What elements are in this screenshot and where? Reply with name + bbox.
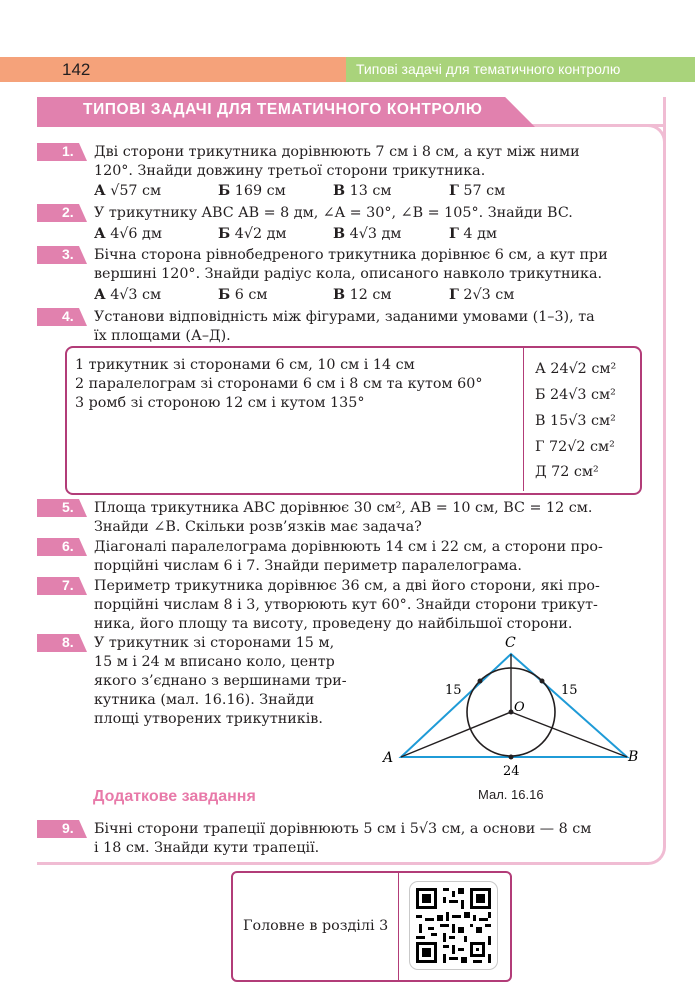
- side-label: 24: [503, 764, 520, 779]
- matching-answer: А 24√2 см²: [535, 361, 617, 377]
- problem-number: 8.: [62, 634, 74, 650]
- problem-text: Бічні сторони трапеції дорівнюють 5 см і 5√3 см, а основи — 8 см: [94, 821, 592, 837]
- problem-text: У трикутнику ABC AB = 8 дм, ∠A = 30°, ∠B = 105°. Знайди BC.: [94, 205, 573, 221]
- answer-option: Б 6 см: [218, 287, 268, 303]
- answer-option: А 4√3 см: [94, 287, 162, 303]
- tangent-point: [509, 755, 514, 760]
- matching-condition: 3 ромб зі стороною 12 см і кутом 135°: [75, 395, 365, 411]
- qr-code-pattern: [410, 882, 497, 969]
- tangent-point: [540, 679, 545, 684]
- problem-text: Дві сторони трикутника дорівнюють 7 см і 8 см, а кут між ними: [94, 144, 580, 160]
- problem-number: 3.: [62, 246, 74, 262]
- problem-text: У трикутник зі сторонами 15 м,: [94, 635, 335, 651]
- matching-answer: Д 72 см²: [535, 464, 599, 480]
- problem-text: вершині 120°. Знайди радіус кола, описаного навколо трикутника.: [94, 266, 603, 282]
- section-frame-corner: [620, 124, 666, 167]
- matching-condition: 1 трикутник зі сторонами 6 см, 10 см і 14 см: [75, 357, 415, 373]
- page-number: 142: [62, 60, 91, 79]
- matching-answer: В 15√3 см²: [535, 413, 616, 429]
- problem-text: кутника (мал. 16.16). Знайди: [94, 692, 315, 708]
- problem-text: порційні числам 8 і 3, утворюють кут 60°. Знайди сторони трикут-: [94, 597, 598, 613]
- matching-divider: [523, 348, 524, 491]
- extra-task-title: Додаткове завдання: [93, 788, 256, 805]
- problem-number: 4.: [62, 308, 74, 324]
- side-label: 15: [445, 683, 462, 698]
- answer-option: Г 57 см: [449, 183, 506, 199]
- segment-OA: [401, 712, 511, 757]
- summary-link[interactable]: Головне в розділі 3: [243, 918, 389, 934]
- problem-text: площі утворених трикутників.: [94, 711, 323, 727]
- segment-OB: [511, 712, 627, 757]
- figure-caption: Мал. 16.16: [478, 787, 544, 802]
- answer-option: В 13 см: [333, 183, 392, 199]
- problem-text: Знайди ∠B. Скільки розв’язків має задача?: [94, 519, 422, 535]
- problem-text: Площа трикутника ABC дорівнює 30 см², AB = 10 см, BC = 12 см.: [94, 500, 593, 516]
- problem-text: 15 м і 24 м вписано коло, центр: [94, 654, 335, 670]
- problem-number: 9.: [62, 820, 74, 836]
- matching-answer: Б 24√3 см²: [535, 387, 616, 403]
- problem-text: 120°. Знайди довжину третьої сторони трикутника.: [94, 163, 486, 179]
- answer-option: А √57 см: [94, 183, 162, 199]
- answer-option: А 4√6 дм: [94, 226, 162, 242]
- problem-number: 2.: [62, 204, 74, 220]
- summary-divider: [398, 873, 399, 980]
- problem-text: Установи відповідність між фігурами, заданими умовами (1–3), та: [94, 309, 595, 325]
- section-title: ТИПОВІ ЗАДАЧІ ДЛЯ ТЕМАТИЧНОГО КОНТРОЛЮ: [83, 101, 483, 118]
- label-O: O: [514, 700, 525, 715]
- problem-number: 6.: [62, 538, 74, 554]
- header-band-left: [0, 57, 346, 82]
- answer-option: Г 2√3 см: [449, 287, 515, 303]
- matching-condition: 2 паралелограм зі сторонами 6 см і 8 см та кутом 60°: [75, 376, 483, 392]
- problem-text: Периметр трикутника дорівнює 36 см, а дві його сторони, які про-: [94, 578, 600, 594]
- answer-option: В 12 см: [333, 287, 392, 303]
- point-O: [509, 710, 514, 715]
- qr-code-icon[interactable]: [410, 882, 497, 969]
- problem-text: Діагоналі паралелограма дорівнюють 14 см і 22 см, а сторони про-: [94, 539, 603, 555]
- label-A: A: [383, 750, 394, 766]
- tangent-point: [478, 679, 483, 684]
- problem-text: порційні числам 6 і 7. Знайди периметр паралелограма.: [94, 558, 522, 574]
- problem-text: і 18 см. Знайди кути трапеції.: [94, 840, 320, 856]
- answer-option: Б 169 см: [218, 183, 286, 199]
- answer-option: Б 4√2 дм: [218, 226, 287, 242]
- answer-option: В 4√3 дм: [333, 226, 402, 242]
- matching-answer: Г 72√2 см²: [535, 439, 615, 455]
- problem-number: 5.: [62, 499, 74, 515]
- side-label: 15: [561, 683, 578, 698]
- triangle-figure: [370, 632, 650, 782]
- problem-text: якого з’єднано з вершинами три-: [94, 673, 347, 689]
- running-title: Типові задачі для тематичного контролю: [356, 61, 621, 77]
- problem-text: ника, його площу та висоту, проведену до найбільшої сторони.: [94, 616, 573, 632]
- problem-text: їх площами (А–Д).: [94, 328, 231, 344]
- problem-text: Бічна сторона рівнобедреного трикутника дорівнює 6 см, а кут при: [94, 247, 608, 263]
- problem-number: 1.: [62, 143, 74, 159]
- problem-number: 7.: [62, 577, 74, 593]
- label-C: C: [505, 635, 516, 651]
- answer-option: Г 4 дм: [449, 226, 497, 242]
- label-B: B: [628, 749, 639, 765]
